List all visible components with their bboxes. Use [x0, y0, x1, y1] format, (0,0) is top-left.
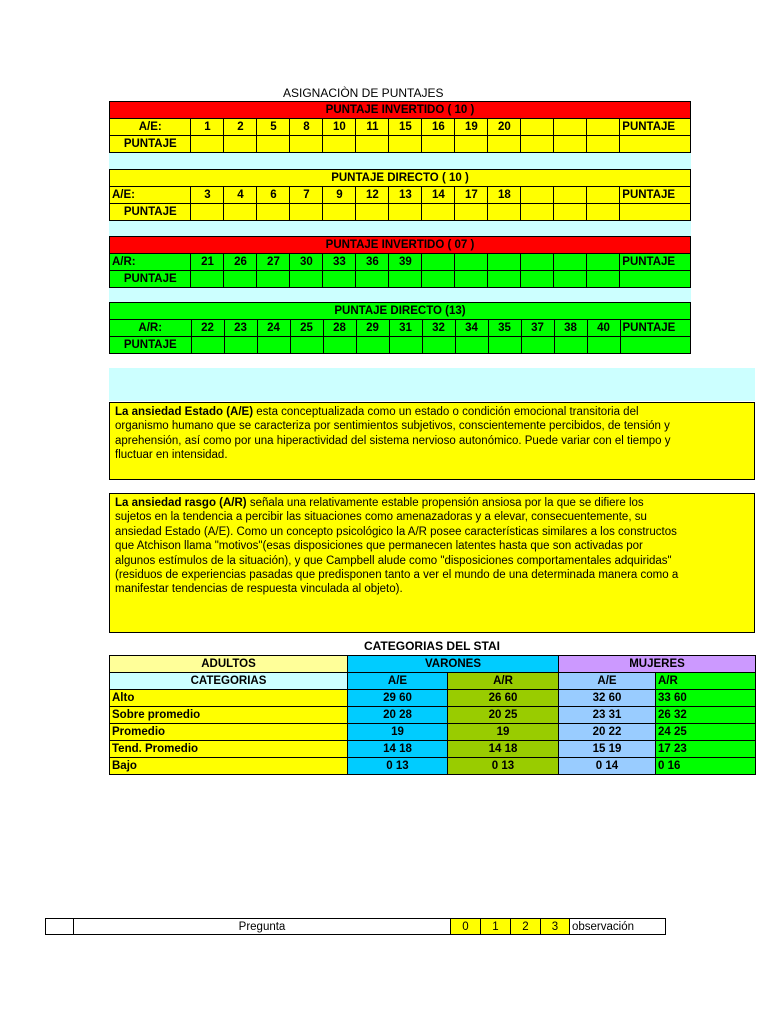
item-number-cell: 38 — [554, 320, 587, 337]
ansiedad-estado-term: La ansiedad Estado (A/E) — [115, 406, 254, 418]
category-label: Promedio — [110, 724, 348, 741]
score-table — [109, 236, 691, 288]
score-input-cell[interactable] — [356, 337, 389, 354]
item-number-cell: 28 — [323, 320, 356, 337]
range-cell: 20 25 — [448, 707, 559, 724]
item-number-cell — [521, 119, 554, 136]
stai-title: CATEGORIAS DEL STAI — [363, 639, 500, 653]
category-label: Alto — [110, 690, 348, 707]
range-cell: 20 28 — [348, 707, 448, 724]
observacion-header: observación — [570, 919, 666, 935]
range-cell: 19 — [348, 724, 448, 741]
range-cell: 32 60 — [559, 690, 656, 707]
puntaje-row-label: PUNTAJE — [110, 204, 191, 221]
item-number-cell — [554, 187, 587, 204]
item-number-cell: 35 — [488, 320, 521, 337]
puntaje-column-label: PUNTAJE — [620, 320, 691, 337]
item-number-cell: 17 — [455, 187, 488, 204]
score-input-cell[interactable] — [191, 337, 224, 354]
item-number-cell: 24 — [257, 320, 290, 337]
empty-band — [109, 368, 755, 401]
puntaje-row-label: PUNTAJE — [110, 271, 191, 288]
item-number-cell: 1 — [191, 119, 224, 136]
item-number-cell: 15 — [389, 119, 422, 136]
item-number-cell: 3 — [191, 187, 224, 204]
score-input-cell[interactable] — [488, 204, 521, 221]
score-input-cell[interactable] — [191, 271, 224, 288]
para2-line: algunos estímulos de la situación), y que Campbell alude como "disposiciones comportamentales adquiridas" — [115, 554, 672, 567]
score-input-cell[interactable] — [191, 204, 224, 221]
item-number-cell: 7 — [290, 187, 323, 204]
item-number-cell: 22 — [191, 320, 224, 337]
score-input-cell[interactable] — [356, 271, 389, 288]
item-number-cell: 6 — [257, 187, 290, 204]
item-number-cell: 29 — [356, 320, 389, 337]
para2-line: que Atchison llama "motivos"(esas disposiciones que permanecen latentes hasta que son activadas por — [115, 540, 643, 553]
ansiedad-estado-paragraph — [109, 402, 755, 480]
score-1[interactable]: 1 — [481, 919, 511, 935]
range-cell: 17 23 — [656, 741, 756, 758]
score-input-cell[interactable] — [389, 136, 422, 153]
range-cell: 20 22 — [559, 724, 656, 741]
item-number-cell — [554, 119, 587, 136]
item-number-cell: 20 — [488, 119, 521, 136]
score-input-cell[interactable] — [455, 337, 488, 354]
score-2[interactable]: 2 — [511, 919, 541, 935]
score-input-cell[interactable] — [521, 204, 554, 221]
score-input-cell[interactable] — [422, 337, 455, 354]
item-number-cell: 25 — [290, 320, 323, 337]
score-input-cell[interactable] — [587, 136, 620, 153]
item-type-label: A/E: — [110, 187, 191, 204]
score-input-cell[interactable] — [224, 136, 257, 153]
score-input-cell[interactable] — [290, 136, 323, 153]
para2-line: (residuos de experiencias pasadas que predisponen tanto a ver el mundo de una determinada manera como a — [115, 569, 679, 582]
score-input-cell[interactable] — [356, 204, 389, 221]
range-cell: 14 18 — [348, 741, 448, 758]
range-cell: 33 60 — [656, 690, 756, 707]
item-number-cell: 26 — [224, 254, 257, 271]
score-table — [109, 101, 691, 153]
score-input-cell[interactable] — [191, 136, 224, 153]
item-number-cell: 10 — [323, 119, 356, 136]
score-input-cell[interactable] — [455, 136, 488, 153]
para1-line: organismo humano que se caracteriza por sentimientos subjetivos, conscientemente percibidos, de tensión y — [115, 420, 670, 433]
question-row-table — [45, 918, 666, 935]
item-number-cell — [554, 254, 587, 271]
item-number-cell: 5 — [257, 119, 290, 136]
range-cell: 15 19 — [559, 741, 656, 758]
range-cell: 0 13 — [348, 758, 448, 775]
item-number-cell: 4 — [224, 187, 257, 204]
score-table-header: PUNTAJE INVERTIDO ( 10 ) — [110, 102, 691, 119]
score-input-cell[interactable] — [554, 271, 587, 288]
score-input-cell[interactable] — [521, 271, 554, 288]
score-input-cell[interactable] — [323, 337, 356, 354]
adultos-header: ADULTOS — [110, 656, 348, 673]
score-input-cell[interactable] — [488, 136, 521, 153]
item-number-cell: 9 — [323, 187, 356, 204]
score-input-cell[interactable] — [356, 136, 389, 153]
number-cell[interactable] — [46, 919, 74, 935]
score-input-cell[interactable] — [455, 271, 488, 288]
score-input-cell[interactable] — [323, 204, 356, 221]
mujeres-header: MUJERES — [559, 656, 756, 673]
score-input-cell[interactable] — [257, 136, 290, 153]
score-input-cell[interactable] — [224, 337, 257, 354]
stai-table — [109, 655, 756, 775]
score-input-cell[interactable] — [488, 271, 521, 288]
score-input-cell[interactable] — [620, 271, 691, 288]
range-cell: 29 60 — [348, 690, 448, 707]
score-input-cell[interactable] — [554, 204, 587, 221]
score-input-cell[interactable] — [389, 271, 422, 288]
item-number-cell: 32 — [422, 320, 455, 337]
score-input-cell[interactable] — [488, 337, 521, 354]
item-type-label: A/R: — [110, 320, 192, 337]
score-input-cell[interactable] — [257, 337, 290, 354]
score-input-cell[interactable] — [620, 136, 691, 153]
puntaje-column-label: PUNTAJE — [620, 119, 691, 136]
score-input-cell[interactable] — [587, 204, 620, 221]
score-input-cell[interactable] — [521, 136, 554, 153]
item-number-cell — [587, 119, 620, 136]
stai-row — [110, 707, 756, 724]
score-input-cell[interactable] — [224, 271, 257, 288]
score-3[interactable]: 3 — [541, 919, 570, 935]
item-number-cell — [521, 187, 554, 204]
category-label: Bajo — [110, 758, 348, 775]
item-number-cell — [587, 187, 620, 204]
score-input-cell[interactable] — [389, 337, 422, 354]
item-number-cell — [455, 254, 488, 271]
range-cell: 0 16 — [656, 758, 756, 775]
varones-ae-header: A/E — [348, 673, 448, 690]
para1-line: aprehensión, así como por una hiperactividad del sistema nervioso autonómico. Puede variar con el tiempo y — [115, 434, 671, 447]
score-input-cell[interactable] — [554, 337, 587, 354]
para2-line: manifestar tendencias de respuesta vinculada al objeto). — [115, 583, 403, 596]
item-number-cell: 12 — [356, 187, 389, 204]
score-input-cell[interactable] — [521, 337, 554, 354]
range-cell: 26 32 — [656, 707, 756, 724]
item-number-cell: 11 — [356, 119, 389, 136]
item-number-cell — [587, 254, 620, 271]
item-number-cell: 8 — [290, 119, 323, 136]
item-number-cell: 27 — [257, 254, 290, 271]
score-input-cell[interactable] — [620, 204, 691, 221]
score-0[interactable]: 0 — [451, 919, 481, 935]
range-cell: 0 13 — [448, 758, 559, 775]
range-cell: 23 31 — [559, 707, 656, 724]
puntaje-column-label: PUNTAJE — [620, 254, 691, 271]
categorias-header: CATEGORIAS — [110, 673, 348, 690]
score-input-cell[interactable] — [587, 271, 620, 288]
score-input-cell[interactable] — [422, 136, 455, 153]
item-number-cell: 30 — [290, 254, 323, 271]
item-type-label: A/E: — [110, 119, 191, 136]
score-input-cell[interactable] — [323, 136, 356, 153]
varones-ar-header: A/R — [448, 673, 559, 690]
score-input-cell[interactable] — [257, 271, 290, 288]
range-cell: 14 18 — [448, 741, 559, 758]
score-table-header: PUNTAJE DIRECTO ( 10 ) — [110, 170, 691, 187]
score-input-cell[interactable] — [290, 204, 323, 221]
item-number-cell: 13 — [389, 187, 422, 204]
pregunta-header: Pregunta — [74, 919, 451, 935]
item-number-cell: 40 — [587, 320, 620, 337]
category-label: Sobre promedio — [110, 707, 348, 724]
stai-row — [110, 741, 756, 758]
para2-line: sujetos en la tendencia a percibir las situaciones como amenazadoras y a elevar, consecuentemente, su — [115, 511, 647, 524]
para2-line: ansiedad Estado (A/E). Como un concepto psicológico la A/R posee características similares a los constructos — [115, 525, 677, 538]
puntaje-row-label: PUNTAJE — [110, 136, 191, 153]
score-input-cell[interactable] — [422, 271, 455, 288]
score-table — [109, 169, 691, 221]
score-table — [109, 302, 691, 354]
mujeres-ae-header: A/E — [559, 673, 656, 690]
item-number-cell: 2 — [224, 119, 257, 136]
para1-line: fluctuar en intensidad. — [115, 449, 228, 462]
item-number-cell: 33 — [323, 254, 356, 271]
item-number-cell: 36 — [356, 254, 389, 271]
item-number-cell: 14 — [422, 187, 455, 204]
puntaje-row-label: PUNTAJE — [110, 337, 192, 354]
varones-header: VARONES — [348, 656, 559, 673]
score-input-cell[interactable] — [224, 204, 257, 221]
item-number-cell: 19 — [455, 119, 488, 136]
score-input-cell[interactable] — [290, 271, 323, 288]
score-input-cell[interactable] — [389, 204, 422, 221]
item-number-cell: 21 — [191, 254, 224, 271]
range-cell: 0 14 — [559, 758, 656, 775]
mujeres-ar-header: A/R — [656, 673, 756, 690]
stai-row — [110, 690, 756, 707]
stai-row — [110, 724, 756, 741]
score-table-header: PUNTAJE INVERTIDO ( 07 ) — [110, 237, 691, 254]
stai-row — [110, 758, 756, 775]
para1-line: esta conceptualizada como un estado o condición emocional transitoria del — [253, 406, 639, 418]
item-number-cell: 39 — [389, 254, 422, 271]
item-number-cell — [521, 254, 554, 271]
item-number-cell: 23 — [224, 320, 257, 337]
score-input-cell[interactable] — [290, 337, 323, 354]
range-cell: 26 60 — [448, 690, 559, 707]
item-number-cell — [488, 254, 521, 271]
score-input-cell[interactable] — [323, 271, 356, 288]
item-number-cell: 18 — [488, 187, 521, 204]
category-label: Tend. Promedio — [110, 741, 348, 758]
ansiedad-rasgo-paragraph — [109, 493, 755, 633]
item-number-cell: 37 — [521, 320, 554, 337]
range-cell: 19 — [448, 724, 559, 741]
item-number-cell: 34 — [455, 320, 488, 337]
puntaje-column-label: PUNTAJE — [620, 187, 691, 204]
item-type-label: A/R: — [110, 254, 191, 271]
score-input-cell[interactable] — [422, 204, 455, 221]
item-number-cell: 16 — [422, 119, 455, 136]
range-cell: 24 25 — [656, 724, 756, 741]
score-input-cell[interactable] — [620, 337, 691, 354]
ansiedad-rasgo-term: La ansiedad rasgo (A/R) — [115, 497, 247, 509]
page-title: ASIGNACIÒN DE PUNTAJES — [283, 86, 444, 100]
para2-line: señala una relativamente estable propensión ansiosa por la que se difiere los — [246, 497, 644, 509]
score-input-cell[interactable] — [554, 136, 587, 153]
score-input-cell[interactable] — [257, 204, 290, 221]
score-input-cell[interactable] — [587, 337, 620, 354]
score-table-header: PUNTAJE DIRECTO (13) — [110, 303, 691, 320]
score-input-cell[interactable] — [455, 204, 488, 221]
item-number-cell: 31 — [389, 320, 422, 337]
item-number-cell — [422, 254, 455, 271]
